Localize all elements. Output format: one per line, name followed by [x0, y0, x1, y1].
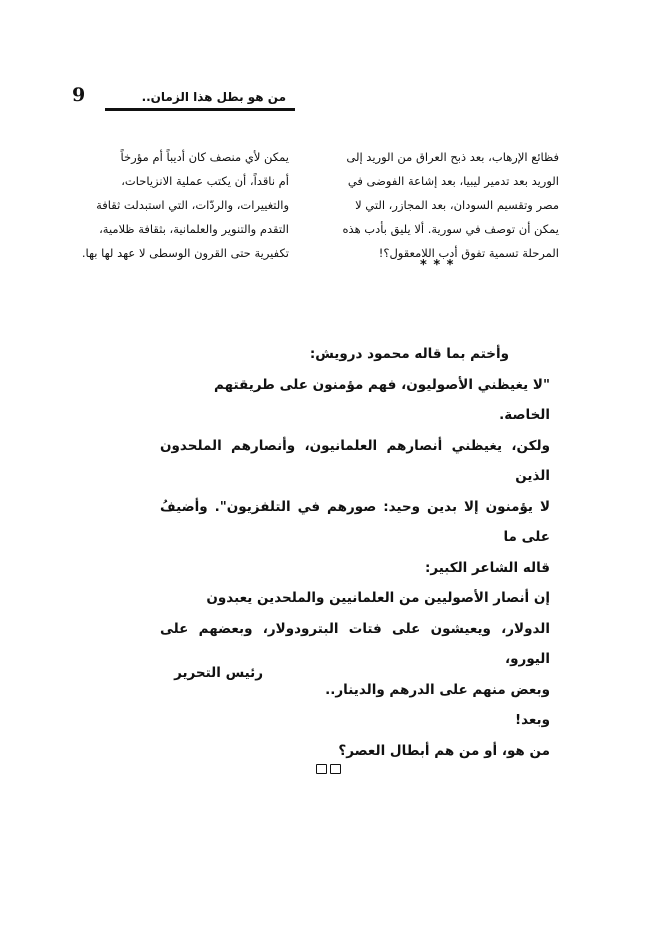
right-column-line: المرحلة تسمية تفوق أدب اللامعقول؟! — [378, 246, 559, 260]
left-column — [53, 145, 289, 265]
square-icon — [316, 764, 327, 774]
quote-line: قاله الشاعر الكبير: — [424, 559, 550, 576]
editor-signature: رئيس التحرير — [174, 665, 263, 681]
right-column — [323, 145, 559, 265]
intro-line: وأختم بما قاله محمود درويش: — [309, 346, 509, 362]
quote-line: "لا يغيظني الأصوليون، فهم مؤمنون على طريقتهم الخاصة. — [213, 376, 550, 423]
header-rule — [105, 108, 295, 111]
left-column-line: أم ناقداً، أن يكتب عملية الانزياحات، — [121, 174, 289, 188]
right-column-line: الوريد بعد تدمير ليبيا، بعد إشاعة الفوضى في — [347, 174, 559, 188]
end-mark-icon — [316, 764, 341, 774]
addition-line: إن أنصار الأصوليين من العلمانيين والملحدين يعبدون — [206, 590, 550, 606]
left-column-line: تكفيرية حتى القرون الوسطى لا عهد لها بها. — [81, 246, 289, 260]
left-column-line: والتغييرات، والردّات، التي استبدلت ثقافة — [96, 198, 289, 212]
addition-line: وبعض منهم على الدرهم والدينار.. — [325, 681, 550, 698]
right-column-line: فظائع الإرهاب، بعد ذبح العراق من الوريد إلى — [346, 150, 559, 164]
quote-line: لا يؤمنون إلا بدين وحيد: صورهم في التلفزيون". وأضيفُ على ما — [160, 498, 550, 545]
section-separator: * * * — [420, 258, 455, 273]
right-column-line: يمكن أن توصف في سورية. ألا يليق بأدب هذه — [342, 222, 559, 236]
quote-line: ولكن، يغيظني أنصارهم العلمانيون، وأنصارهم الملحدون الذين — [160, 437, 550, 484]
right-column-line: مصر وتقسيم السودان، بعد المجازر، التي لا — [355, 198, 559, 212]
after-line: وبعد! — [514, 712, 550, 728]
page-number: 9 — [72, 84, 86, 106]
running-header-title: من هو بطل هذا الزمان.. — [141, 90, 286, 104]
left-column-line: التقدم والتنوير والعلمانية، بثقافة ظلامية، — [99, 222, 289, 236]
addition-line: الدولار، ويعيشون على فتات البترودولار، وبعضهم على اليورو، — [160, 620, 550, 667]
closing-section — [160, 339, 550, 766]
question-line: من هو، أو من هم أبطال العصر؟ — [338, 742, 550, 759]
square-icon — [330, 764, 341, 774]
left-column-line: يمكن لأي منصف كان أديباً أم مؤرخاً — [120, 150, 289, 164]
